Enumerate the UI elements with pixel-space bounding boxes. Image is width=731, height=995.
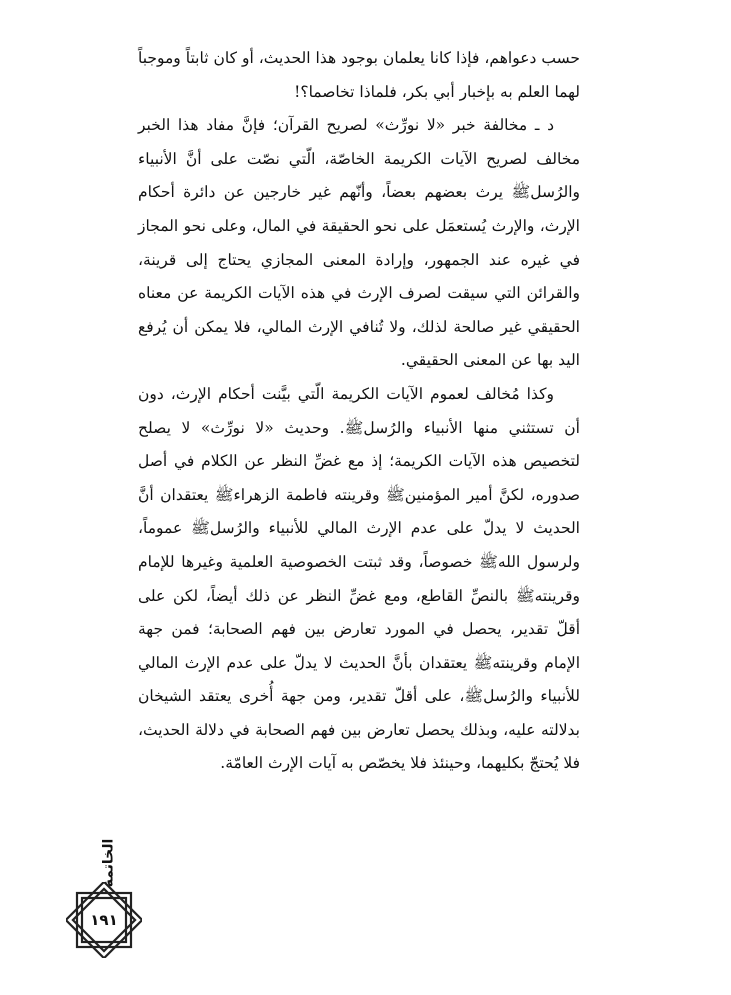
chapter-side-label: [88, 838, 128, 888]
body-text: [138, 42, 580, 781]
paragraph-1: حسب دعواهم، فإذا كانا يعلمان بوجود هذا الحديث، أو كان ثابتاً وموجباً لهما العلم به بإخبار أبي بكر، فلماذا تخاصما؟!: [138, 49, 580, 101]
paragraph-3: وكذا مُخالف لعموم الآيات الكريمة الّتي بيَّنت أحكام الإرث، دون أن تستثني منها الأنبياء والرُسلﷺ. وحديث «لا نورِّث» لا يصلح لتخصيص هذه الآيات الكريمة؛ إذ مع غضِّ النظر عن الكلام في أصل صدوره، لكنَّ أمير المؤمنينﷺ وقرينته فاطمة الزهراءﷺ يعتقدان أنَّ الحديث لا يدلّ على عدم الإرث المالي للأنبياء والرُسلﷺ عموماً، ولرسول اللهﷺ خصوصاً، وقد ثبتت الخصوصية العلمية وغيرها للإمام وقرينتهﷺ بالنصِّ القاطع، ومع غضِّ النظر عن ذلك أيضاً، لكن على أقلّ تقدير، يحصل في المورد تعارض بين فهم الصحابة؛ فمن جهة الإمام وقرينتهﷺ يعتقدان بأنَّ الحديث لا يدلّ على عدم الإرث المالي للأنبياء والرُسلﷺ، على أقلّ تقدير، ومن جهة أُخرى يعتقد الشيخان بدلالته عليه، وبذلك يحصل تعارض بين فهم الصحابة في دلالة الحديث، فلا يُحتجّ بكليهما، وحينئذ فلا يخصّص به آيات الإرث العامّة.: [138, 384, 580, 773]
page-number: ١٩١: [90, 911, 118, 929]
chapter-label-text: الخاتمة: [100, 838, 117, 888]
paragraph-2: د ـ مخالفة خبر «لا نورِّث» لصريح القرآن؛ فإنَّ مفاد هذا الخبر مخالف لصريح الآيات الكريمة الخاصّة، الّتي نصّت على أنَّ الأنبياء والرُسلﷺ يرث بعضهم بعضاً، وأنّهم غير خارجين عن دائرة أحكام الإرث، والإرث يُستعمَل على نحو الحقيقة في المال، وعلى نحو المجاز في غيره عند الجمهور، وإرادة المعنى المجازي يحتاج إلى قرينة، والقرائن التي سيقت لصرف الإرث في هذه الآيات الكريمة عن معناه الحقيقي غير صالحة لذلك، ولا تُنافي الإرث المالي، فلا يمكن أن يُرفع اليد بها عن المعنى الحقيقي.: [138, 116, 580, 370]
